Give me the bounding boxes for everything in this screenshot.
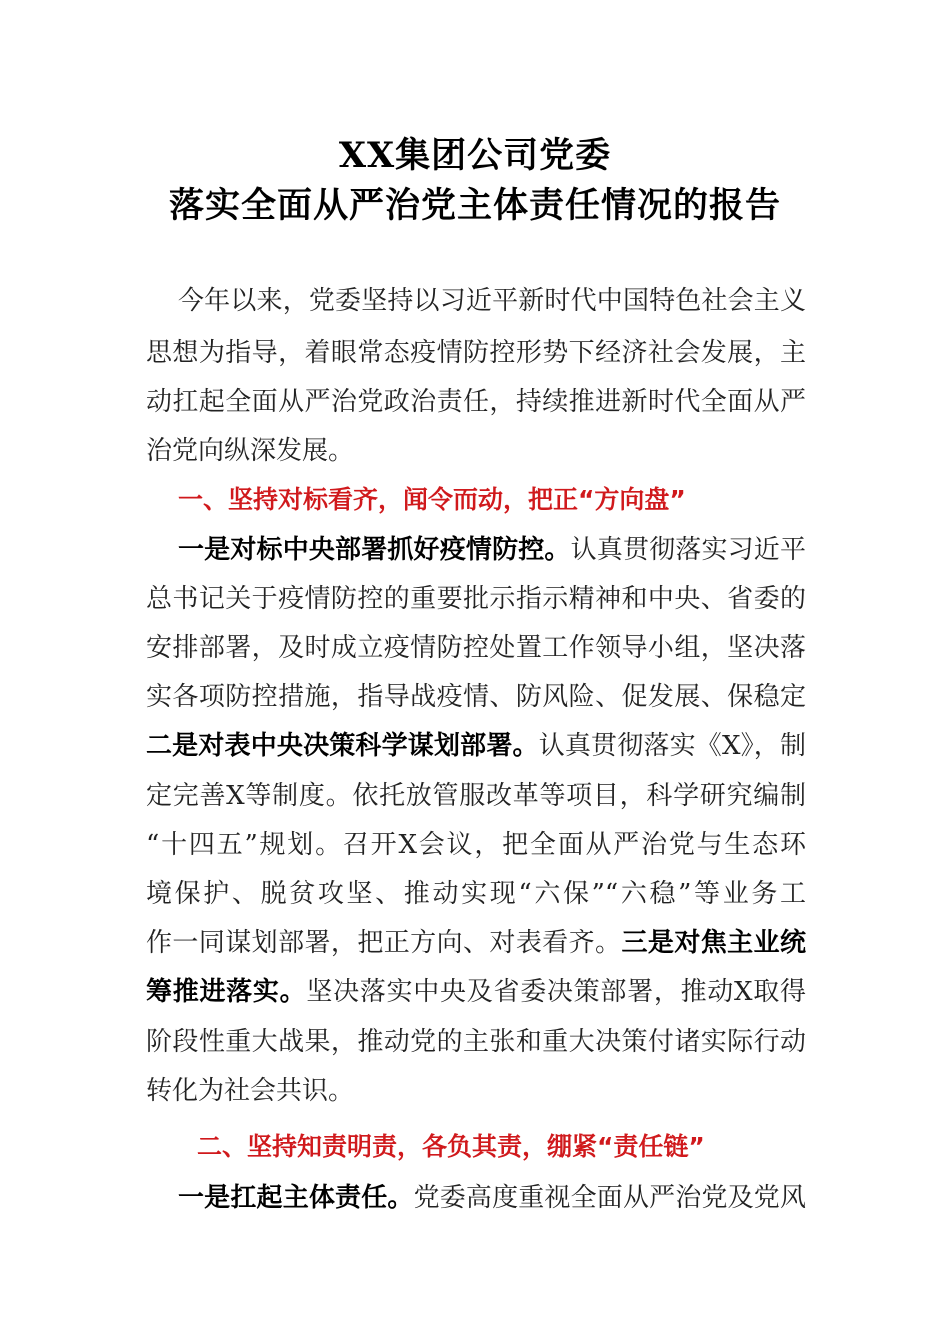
s1-line-7: “十四五”规划。召开X会议，把全面从严治党与生态环 bbox=[146, 830, 806, 860]
s1-line-10-text: 坚决落实中央及省委决策部署，推动X取得 bbox=[306, 977, 806, 1007]
s1-line-5-bold: 二是对表中央决策科学谋划部署。 bbox=[146, 731, 539, 761]
s1-line-4: 实各项防控措施，指导战疫情、防风险、促发展、保稳定 bbox=[146, 682, 806, 712]
intro-line-2: 思想为指导，着眼常态疫情防控形势下经济社会发展，主 bbox=[146, 338, 806, 368]
s1-line-5 bbox=[146, 729, 806, 763]
s1-line-3: 安排部署，及时成立疫情防控处置工作领导小组，坚决落 bbox=[146, 633, 806, 663]
s1-line-1 bbox=[178, 533, 806, 567]
s1-line-10-bold: 筹推进落实。 bbox=[146, 977, 307, 1007]
s1-line-2: 总书记关于疫情防控的重要批示指示精神和中央、省委的 bbox=[146, 584, 806, 614]
s1-line-9-text: 作一同谋划部署，把正方向、对表看齐。 bbox=[146, 928, 622, 958]
s1-line-5-text: 认真贯彻落实《X》，制 bbox=[538, 731, 806, 761]
title-line-1: XX集团公司党委 bbox=[338, 135, 612, 176]
s1-line-11: 阶段性重大战果，推动党的主张和重大决策付诸实际行动 bbox=[146, 1027, 806, 1057]
s2-line-1 bbox=[178, 1181, 806, 1215]
s1-line-10 bbox=[146, 975, 806, 1009]
s1-line-1-bold: 一是对标中央部署抓好疫情防控。 bbox=[178, 535, 571, 565]
intro-line-1: 今年以来，党委坚持以习近平新时代中国特色社会主义 bbox=[178, 286, 806, 316]
s1-line-6: 定完善X等制度。依托放管服改革等项目，科学研究编制 bbox=[146, 781, 806, 811]
s1-line-8: 境保护、脱贫攻坚、推动实现“六保”“六稳”等业务工 bbox=[146, 879, 806, 909]
title-line-2: 落实全面从严治党主体责任情况的报告 bbox=[168, 185, 781, 226]
s1-line-1-text: 认真贯彻落实习近平 bbox=[570, 535, 806, 565]
section-2-heading: 二、坚持知责明责，各负其责，绷紧“责任链” bbox=[197, 1132, 705, 1161]
section-1-heading: 一、坚持对标看齐，闻令而动，把正“方向盘” bbox=[178, 485, 686, 514]
s2-line-1-text: 党委高度重视全面从严治党及党风 bbox=[413, 1183, 806, 1213]
s1-line-9-bold: 三是对焦主业统 bbox=[621, 928, 806, 958]
intro-line-3: 动扛起全面从严治党政治责任，持续推进新时代全面从严 bbox=[146, 387, 806, 417]
s1-line-12: 转化为社会共识。 bbox=[146, 1076, 355, 1106]
s1-line-9 bbox=[146, 926, 806, 960]
s2-line-1-bold: 一是扛起主体责任。 bbox=[178, 1183, 414, 1213]
intro-line-4: 治党向纵深发展。 bbox=[146, 436, 355, 466]
